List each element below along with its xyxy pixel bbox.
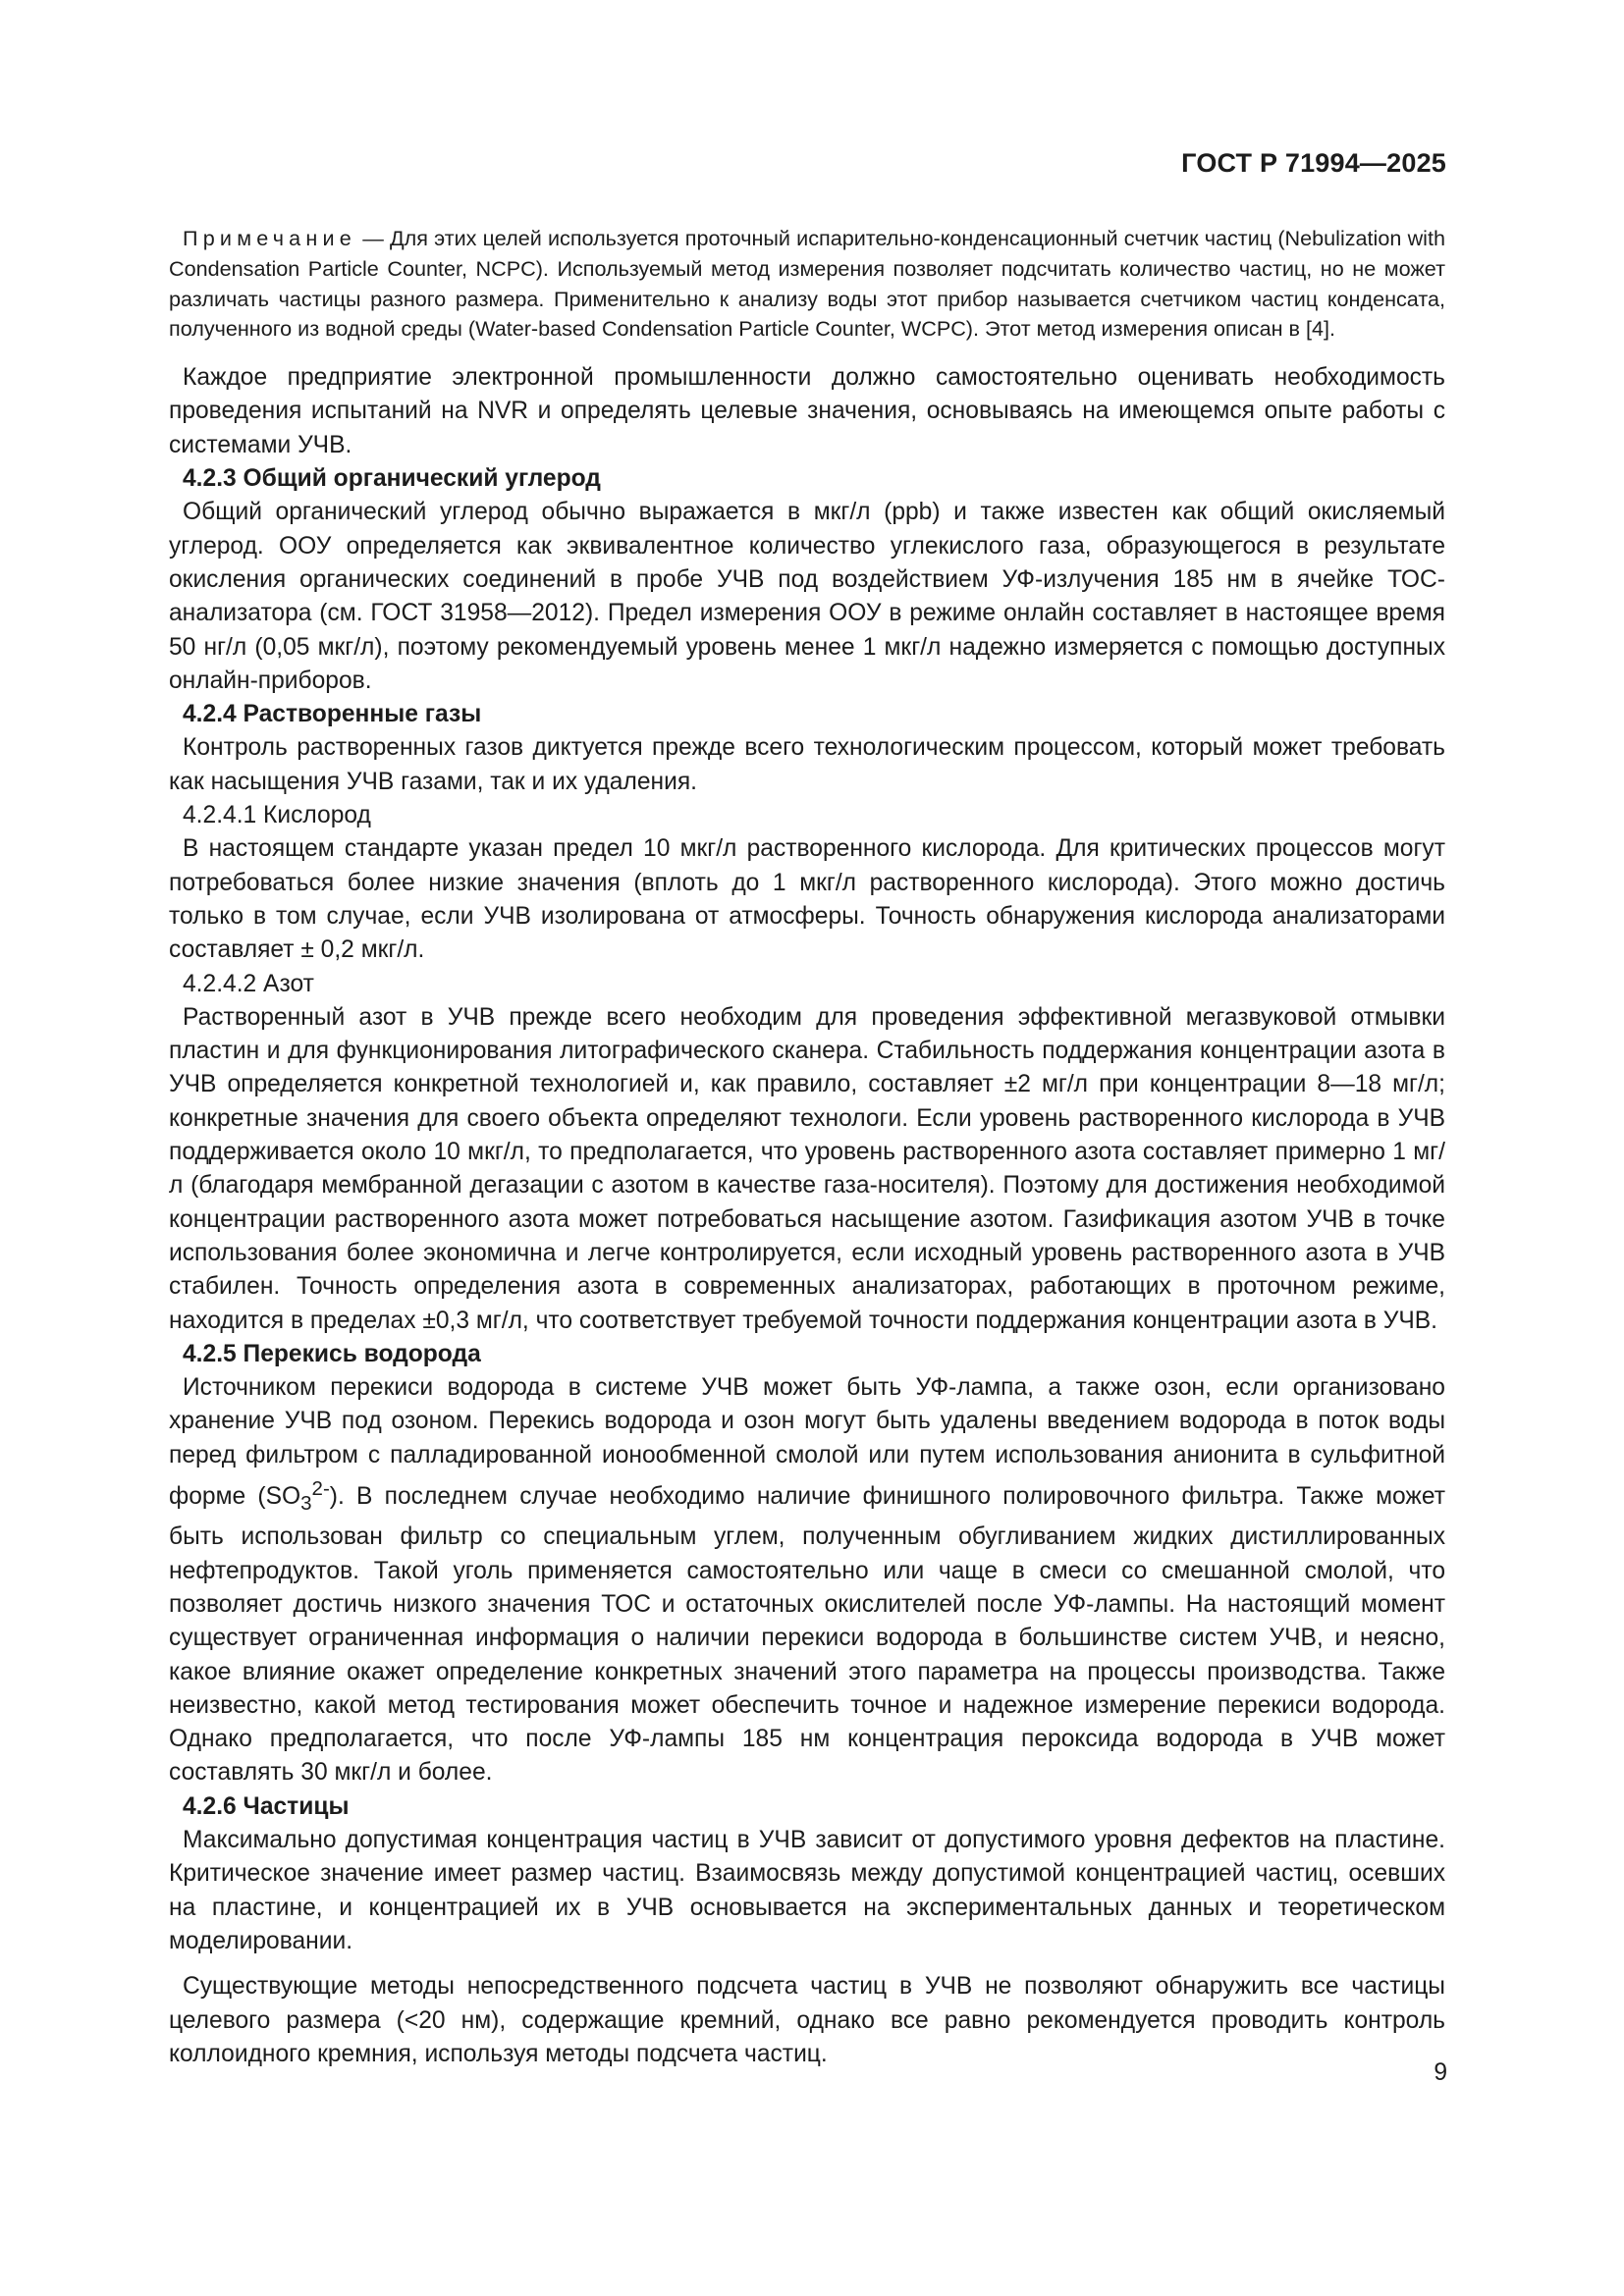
- note-paragraph: [169, 224, 1445, 345]
- section-heading-4-2-4: 4.2.4 Растворенные газы: [183, 701, 482, 728]
- subsection-title-4-2-4-2: 4.2.4.2 Азот: [183, 970, 314, 997]
- paragraph-4-2-6-1: Максимально допустимая концентрация частиц в УЧВ зависит от допустимого уровня дефектов на пластине. Критическое значение имеет размер частиц. Взаимосвязь между допустимой концентрацией частиц, осевших на пластине, и концентрацией их в УЧВ основывается на экспериментальных данных и теоретическом моделировании.: [169, 1827, 1445, 1954]
- paragraph-4-2-4-2: Растворенный азот в УЧВ прежде всего необходим для проведения эффективной мегазвуковой отмывки пластин и для функционирования литографического сканера. Стабильность поддержания концентрации азота в УЧВ определяется конкретной технологией и, как правило, составляет ±2 мг/л при концентрации 8—18 мг/л; конкретные значения для своего объекта определяют технологи. Если уровень растворенного кислорода в УЧВ поддерживается около 10 мкг/л, то предполагается, что уровень растворенного азота составляет примерно 1 мг/л (благодаря мембранной дегазации с азотом в качестве газа-носителя). Поэтому для достижения необходимой концентрации растворенного азота может потребоваться насыщение азотом. Газификация азотом УЧВ в точке использования более экономична и легче контролируется, если исходный уровень растворенного азота в УЧВ стабилен. Точность определения азота в современных анализаторах, работающих в проточном режиме, находится в пределах ±0,3 мг/л, что соответствует требуемой точности поддержания концентрации азота в УЧВ.: [169, 1003, 1445, 1334]
- note-label: Примечание: [183, 226, 356, 250]
- section-heading-4-2-3: 4.2.3 Общий органический углерод: [183, 465, 601, 493]
- page-number: 9: [1434, 2059, 1447, 2086]
- subsection-title-4-2-4-1: 4.2.4.1 Кислород: [183, 802, 371, 829]
- section-heading-4-2-6: 4.2.6 Частицы: [183, 1792, 350, 1820]
- paragraph-4-2-4: Контроль растворенных газов диктуется прежде всего технологическим процессом, который может требовать как насыщения УЧВ газами, так и их удаления.: [169, 734, 1445, 795]
- document-body: [169, 224, 1445, 2071]
- paragraph-4-2-3: Общий органический углерод обычно выражается в мкг/л (ppb) и также известен как общий окисляемый углерод. ООУ определяется как эквивалентное количество углекислого газа, образующегося в результате окисления органических соединений в пробе УЧВ под воздействием УФ-излучения 185 нм в ячейке ТОС-анализатора (см. ГОСТ 31958—2012). Предел измерения ООУ в режиме онлайн составляет в настоящее время 50 нг/л (0,05 мкг/л), поэтому рекомендуемый уровень менее 1 мкг/л надежно измеряется с помощью доступных онлайн-приборов.: [169, 499, 1445, 694]
- intro-paragraph: Каждое предприятие электронной промышленности должно самостоятельно оценивать необходимость проведения испытаний на NVR и определять целевые значения, основываясь на имеющемся опыте работы с системами УЧВ.: [169, 364, 1445, 458]
- paragraph-4-2-6-2: Существующие методы непосредственного подсчета частиц в УЧВ не позволяют обнаружить все частицы целевого размера (<20 нм), содержащие кремний, однако все равно рекомендуется проводить контроль коллоидного кремния, используя методы подсчета частиц.: [169, 1973, 1445, 2067]
- paragraph-4-2-5-part-a: Источником перекиси водорода в системе УЧВ может быть УФ-лампа, а также озон, если организовано хранение УЧВ под озоном. Перекись водорода и озон могут быть удалены введением водорода в поток воды перед фильтром с палладированной ионообменной смолой или путем использования анионита в сульфитной форме (SO: [169, 1374, 1445, 1511]
- note-text: — Для этих целей используется проточный испарительно-конденсационный счетчик частиц (Nebulization with Condensation Particle Counter, NCPC). Используемый метод измерения позволяет подсчитать количество частиц, но не может различать частицы разного размера. Применительно к анализу воды этот прибор называется счетчиком частиц конденсата, полученного из водной среды (Water-based Condensation Particle Counter, WCPC). Этот метод измерения описан в [4].: [169, 226, 1445, 342]
- paragraph-4-2-5: [169, 1371, 1445, 1790]
- sulfite-subscript: 3: [300, 1492, 312, 1516]
- document-header: ГОСТ Р 71994—2025: [1181, 148, 1446, 178]
- paragraph-4-2-4-1: В настоящем стандарте указан предел 10 мкг/л растворенного кислорода. Для критических процессов могут потребоваться более низкие значения (вплоть до 1 мкг/л растворенного кислорода). Этого можно достичь только в том случае, если УЧВ изолирована от атмосферы. Точность обнаружения кислорода анализаторами составляет ± 0,2 мкг/л.: [169, 835, 1445, 964]
- sulfite-superscript: 2-: [311, 1476, 330, 1500]
- section-heading-4-2-5: 4.2.5 Перекись водорода: [183, 1340, 481, 1367]
- paragraph-4-2-5-part-b: ). В последнем случае необходимо наличие финишного полировочного фильтра. Также может быть использован фильтр со специальным углем, полученным обугливанием жидких дистиллированных нефтепродуктов. Такой уголь применяется самостоятельно или чаще в смеси со смешанной смолой, что позволяет достичь низкого значения ТОС и остаточных окислителей после УФ-лампы. На настоящий момент существует ограниченная информация о наличии перекиси водорода в большинстве систем УЧВ, и неясно, какое влияние окажет определение конкретных значений этого параметра на процессы производства. Также неизвестно, какой метод тестирования может обеспечить точное и надежное измерение перекиси водорода. Однако предполагается, что после УФ-лампы 185 нм концентрация пероксида водорода в УЧВ может составлять 30 мкг/л и более.: [169, 1483, 1445, 1787]
